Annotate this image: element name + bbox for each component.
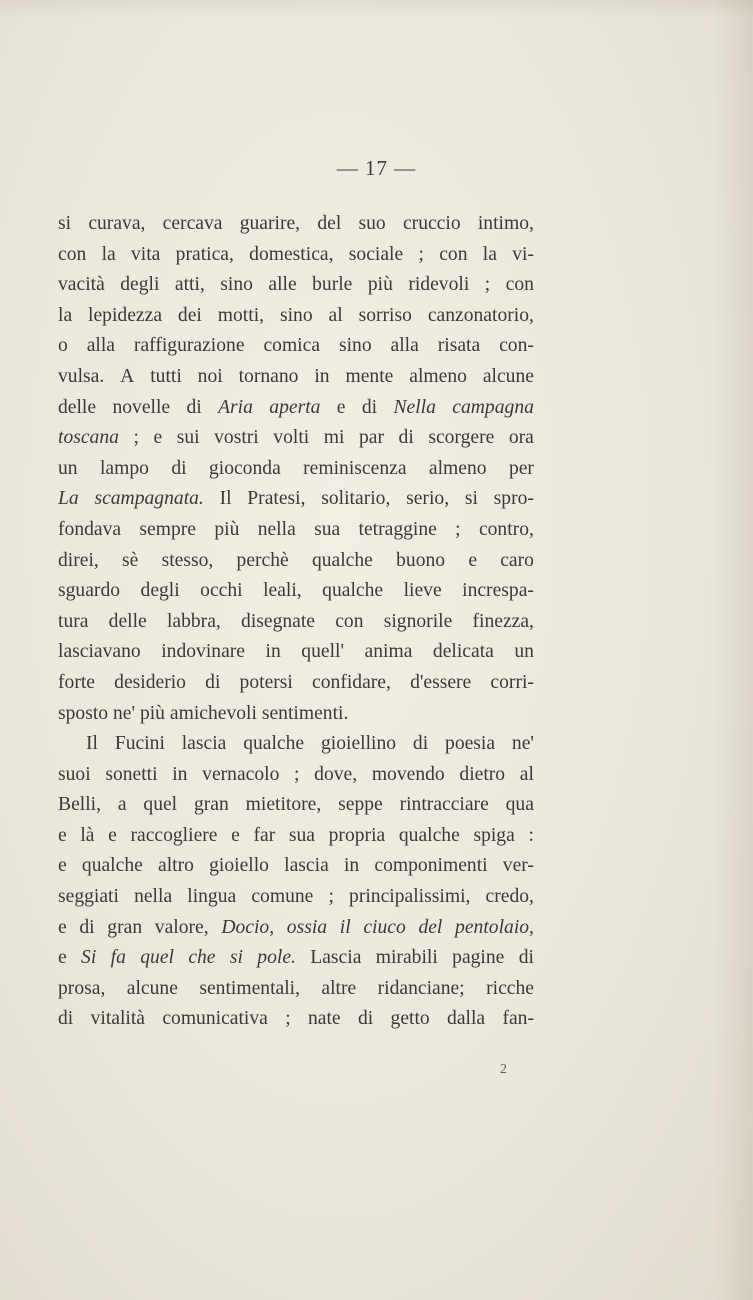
text-line: seggiati nella lingua comune ; principalissimi, credo, [58, 886, 534, 908]
printer-signature-mark: 2 [500, 1062, 507, 1077]
text-line: un lampo di gioconda reminiscenza almeno per [58, 457, 534, 479]
text-line: vacità degli atti, sino alle burle più ridevoli ; con [58, 274, 534, 296]
text-line: e di gran valore, Docio, ossia il ciuco del pentolaio, [58, 916, 534, 938]
text-line: prosa, alcune sentimentali, altre ridanciane; ricche [58, 977, 534, 999]
text-line: e Si fa quel che si pole. Lascia mirabili pagine di [58, 947, 534, 969]
page-top-shadow [0, 0, 753, 18]
text-line: La scampagnata. Il Pratesi, solitario, serio, si spro- [58, 488, 534, 510]
text-line: vulsa. A tutti noi tornano in mente almeno alcune [58, 365, 534, 387]
text-line: e là e raccogliere e far sua propria qualche spiga : [58, 824, 534, 846]
text-line: fondava sempre più nella sua tetraggine ; contro, [58, 518, 534, 540]
text-line: sposto ne' più amichevoli sentimenti. [58, 702, 349, 724]
text-line: con la vita pratica, domestica, sociale ; con la vi- [58, 243, 534, 265]
text-line: o alla raffigurazione comica sino alla risata con- [58, 335, 534, 357]
text-line: direi, sè stesso, perchè qualche buono e caro [58, 549, 534, 571]
text-line: sguardo degli occhi leali, qualche lieve increspa- [58, 580, 534, 602]
page-edge-shadow [713, 0, 753, 1300]
text-line: delle novelle di Aria aperta e di Nella campagna [58, 396, 534, 418]
text-line: la lepidezza dei motti, sino al sorriso canzonatorio, [58, 304, 534, 326]
text-line: Il Fucini lascia qualche gioiellino di poesia ne' [86, 733, 534, 755]
text-line: forte desiderio di potersi confidare, d'essere corri- [58, 671, 534, 693]
text-line: di vitalità comunicativa ; nate di getto dalla fan- [58, 1008, 534, 1030]
text-line: si curava, cercava guarire, del suo cruccio intimo, [58, 213, 534, 234]
text-line: suoi sonetti in vernacolo ; dove, movendo dietro al [58, 763, 534, 785]
text-line: lasciavano indovinare in quell' anima delicata un [58, 641, 534, 663]
text-line: tura delle labbra, disegnate con signorile finezza, [58, 610, 534, 632]
page-number: — 17 — [336, 156, 417, 180]
text-line: toscana ; e sui vostri volti mi par di scorgere ora [58, 427, 534, 449]
text-line: e qualche altro gioiello lascia in componimenti ver- [58, 855, 534, 877]
text-line: Belli, a quel gran mietitore, seppe rintracciare qua [58, 794, 534, 816]
body-text [58, 209, 534, 1035]
